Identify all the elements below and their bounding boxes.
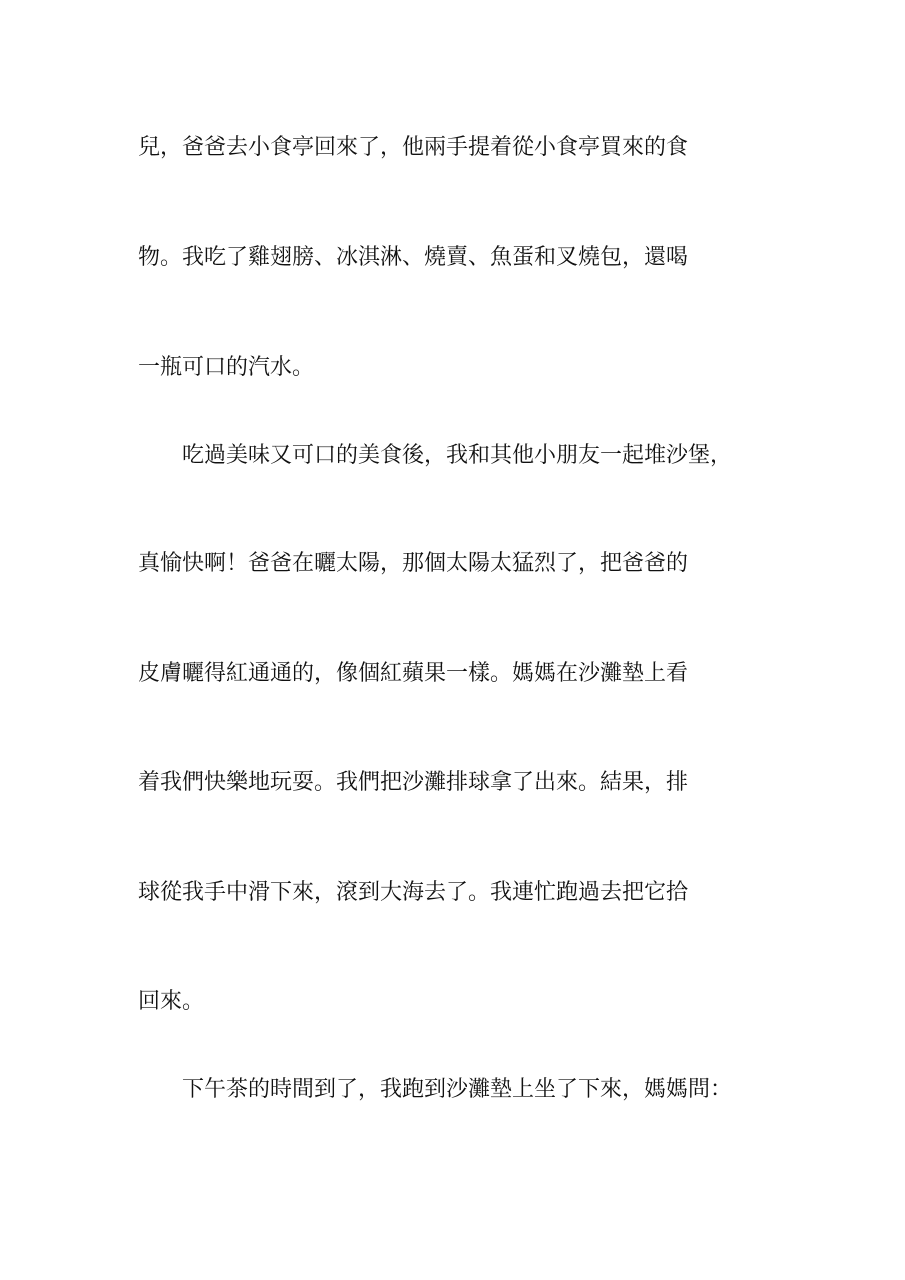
text-line-8: 球從我手中滑下來，滾到大海去了。我連忙跑過去把它拾 — [138, 880, 689, 905]
text-line-3: 一瓶可口的汽水。 — [138, 355, 315, 380]
text-line-9: 回來。 — [138, 989, 205, 1014]
text-line-6: 皮膚曬得紅通通的，像個紅蘋果一樣。媽媽在沙灘墊上看 — [138, 661, 689, 686]
text-line-1: 兒，爸爸去小食亭回來了，他兩手提着從小食亭買來的食 — [138, 135, 689, 160]
text-line-2: 物。我吃了雞翅膀、冰淇淋、燒賣、魚蛋和叉燒包，還喝 — [138, 245, 689, 270]
text-line-4: 吃過美味又可口的美食後，我和其他小朋友一起堆沙堡， — [182, 443, 733, 468]
text-line-7: 着我們快樂地玩耍。我們把沙灘排球拿了出來。結果，排 — [138, 770, 689, 795]
text-line-5: 真愉快啊！爸爸在曬太陽，那個太陽太猛烈了，把爸爸的 — [138, 551, 689, 576]
text-line-10: 下午茶的時間到了，我跑到沙灘墊上坐了下來，媽媽問： — [182, 1077, 733, 1102]
